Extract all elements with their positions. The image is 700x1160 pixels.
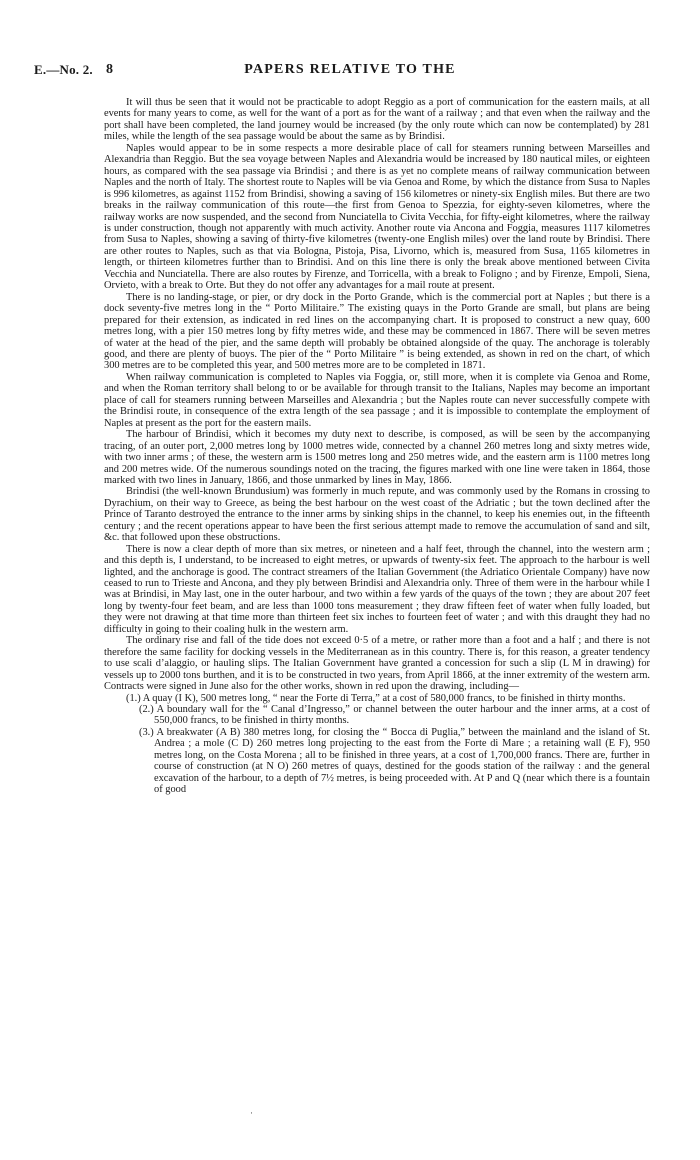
works-list xyxy=(104,693,650,796)
running-header xyxy=(20,62,680,78)
list-item: (1.) A quay (I K), 500 metres long, “ near the Forte di Terra,” at a cost of 580,000 francs, to be finished in thirty months. xyxy=(126,692,626,704)
paragraph-brindisi-depth: There is now a clear depth of more than six metres, or nineteen and a half feet, through the channel, into the western arm ; and this depth is, I understand, to be increased to eight metres, or upwards of twenty-six feet. The approach to the harbour is well lighted, and the anchorage is good. The contract streamers of the Italian Government (the Adriatico Orientale Company) have now ceased to run to Trieste and Ancona, and they ply between Brindisi and Alexandria only. Three of them were in the harbour while I was at Brindisi, in May last, one in the outer harbour, and two within a few yards of the quays of the town ; they are about 207 feet long by twenty-four feet beam, and are less than 1000 tons measurement ; they draw fifteen feet of water when fully loaded, but they were not drawing at that time more than thirteen feet six inches to fourteen feet of water ; and with this draught they had no difficulty in going to their coaling hulk in the western arm. xyxy=(104,543,650,635)
paragraph-tide: The ordinary rise and fall of the tide does not exceed 0·5 of a metre, or rather more than a foot and a half ; and there is not therefore the same facility for docking vessels in the Mediterranean as in this country. There is, for this reason, a greater tendency to use scali d’alaggio, or hauling slips. The Italian Government have granted a concession for such a slip (L M in drawing) for vessels up to 2000 tons burthen, and it is to be constructed in two years, from April 1866, at the inner extremity of the western arm. Contracts were signed in June also for the other works, shown in red upon the drawing, including— xyxy=(104,635,650,693)
document-reference: E.—No. 2. xyxy=(34,62,93,77)
paragraph-brindisi-harbour: The harbour of Brindisi, which it becomes my duty next to describe, is composed, as will be seen by the accompanying tracing, of an outer port, 2,000 metres long by 1000 metres wide, connected by a channel 260 metres long and sixty metres wide, with two inner arms ; of these, the western arm is 1500 metres long and 250 metres wide, and the eastern arm is 1100 metres long and 200 metres wide. Of the numerous soundings noted on the tracing, the figures marked with one line were taken in 1864, those marked with two lines in January, 1866, and those unmarked by lines in May, 1866. xyxy=(104,429,650,486)
running-title: PAPERS RELATIVE TO THE xyxy=(244,62,456,77)
paragraph-naples-routes: Naples would appear to be in some respects a more desirable place of call for steamers running between Marseilles and Alexandria than Reggio. But the sea voyage between Naples and Alexandria would be increased by 180 nautical miles, or eighteen hours, as compared with the sea passage via Brindisi ; and there is as yet no complete means of railway communication between Naples and the north of Italy. The shortest route to Naples will be via Genoa and Rome, by which the distance from Susa to Naples is 996 kilometres, as against 1152 from Brindisi, showing a saving of 156 kilometres or ninety-six English miles. But there are two breaks in the railway communication of this route—the first from Genoa to Spezzia, for eighty-seven kilometres, where the railway works are now suspended, and the second from Nunciatella to Civita Vecchia, for fifty-eight kilometres, where the railway is under construction, though not apparently with much activity. Another route via Ancona and Foggia, measures 1117 kilometres from Susa to Naples, showing a saving of thirty-five kilometres (twenty-one English miles) over the land route by Brindisi. There are other routes to Naples, such as that via Bologna, Pistoja, Pisa, Livorno, which is, measured from Susa, 1165 kilometres in length, or thirteen kilometres further than to Brindisi. And on this line there is only the break above mentioned between Civita Vecchia and Nunciatella. There are also routes by Firenze, and Torricella, with a break to Foligno ; and by Firenze, Empoli, Siena, Orvieto, with a break to Orte. But they do not offer any advantages for a mail route at present. xyxy=(104,142,650,292)
page-number: 8 xyxy=(106,62,114,77)
paragraph-brindisi-history: Brindisi (the well-known Brundusium) was formerly in much repute, and was commonly used by the Romans in crossing to Dyrachium, on their way to Greece, as being the best harbour on the west coast of the Adriatic ; but the town declined after the Prince of Taranto destroyed the entrance to the inner arms by sinking ships in the channel, to keep his enemies out, in the fifteenth century ; and the recent operations appear to have been the first serious attempt made to remove the accumulation of sand and silt, &c. that followed upon these obstructions. xyxy=(104,486,650,544)
paragraph-naples-future: When railway communication is completed to Naples via Foggia, or, still more, when it is complete via Genoa and Rome, and when the Roman territory shall belong to or be available for through transit to the Italians, Naples may become an important place of call for steamers running between Marseilles and Alexandria ; but the Naples route can never successfully compete with the Brindisi route, in consequence of the extra length of the sea passage ; and it is impossible to contemplate the employment of Naples at present as the port for the eastern mails. xyxy=(104,371,650,429)
list-item: (2.) A boundary wall for the “ Canal d’Ingresso,” or channel between the outer harbour and the inner arms, at a cost of 550,000 francs, to be finished in thirty months. xyxy=(139,704,650,727)
list-item: (3.) A breakwater (A B) 380 metres long, for closing the “ Bocca di Puglia,” between the mainland and the island of St. Andrea ; a mole (C D) 260 metres long projecting to the east from the Forte di Mare ; a retaining wall (E F), 950 metres long, on the Costa Morena ; all to be finished in three years, at a cost of 1,700,000 francs. There are, further in course of construction (at N O) 260 metres of quays, destined for the goods station of the railway : and the general excavation of the harbour, to a depth of 7½ metres, is being proceeded with. At P and Q (near which there is a fountain of good xyxy=(139,726,650,796)
page-speck-mark: · xyxy=(250,1108,253,1118)
paragraph-naples-port: There is no landing-stage, or pier, or dry dock in the Porto Grande, which is the commercial port at Naples ; but there is a dock seventy-five metres long in the “ Porto Militaire.” The existing quays in the Porto Grande are small, but plans are being prepared for their extension, as indicated in red lines on the accompanying chart. It is proposed to construct a new quay, 600 metres long, with a pier 150 metres long by fifty metres wide, and these may be commenced in 1867. There will be seven metres of water at the head of the pier, and the same depth will probably be obtained alongside of the quay. The anchorage is tolerably good, and there are plenty of buoys. The pier of the “ Porto Militaire ” is being extended, as shown in red on the chart, of which 300 metres are to be completed this year, and 500 metres more are to be completed in 1871. xyxy=(104,291,650,372)
paragraph-reggio: It will thus be seen that it would not be practicable to adopt Reggio as a port of communication for the eastern mails, at all events for many years to come, as well for the want of a port as for the want of a railway ; and that even when the railway and the port shall have been completed, the land journey would be increased (by the only route which can now be contemplated) by 281 miles, while the length of the sea passage would be about the same as by Brindisi. xyxy=(104,97,650,143)
body-text xyxy=(104,97,650,796)
